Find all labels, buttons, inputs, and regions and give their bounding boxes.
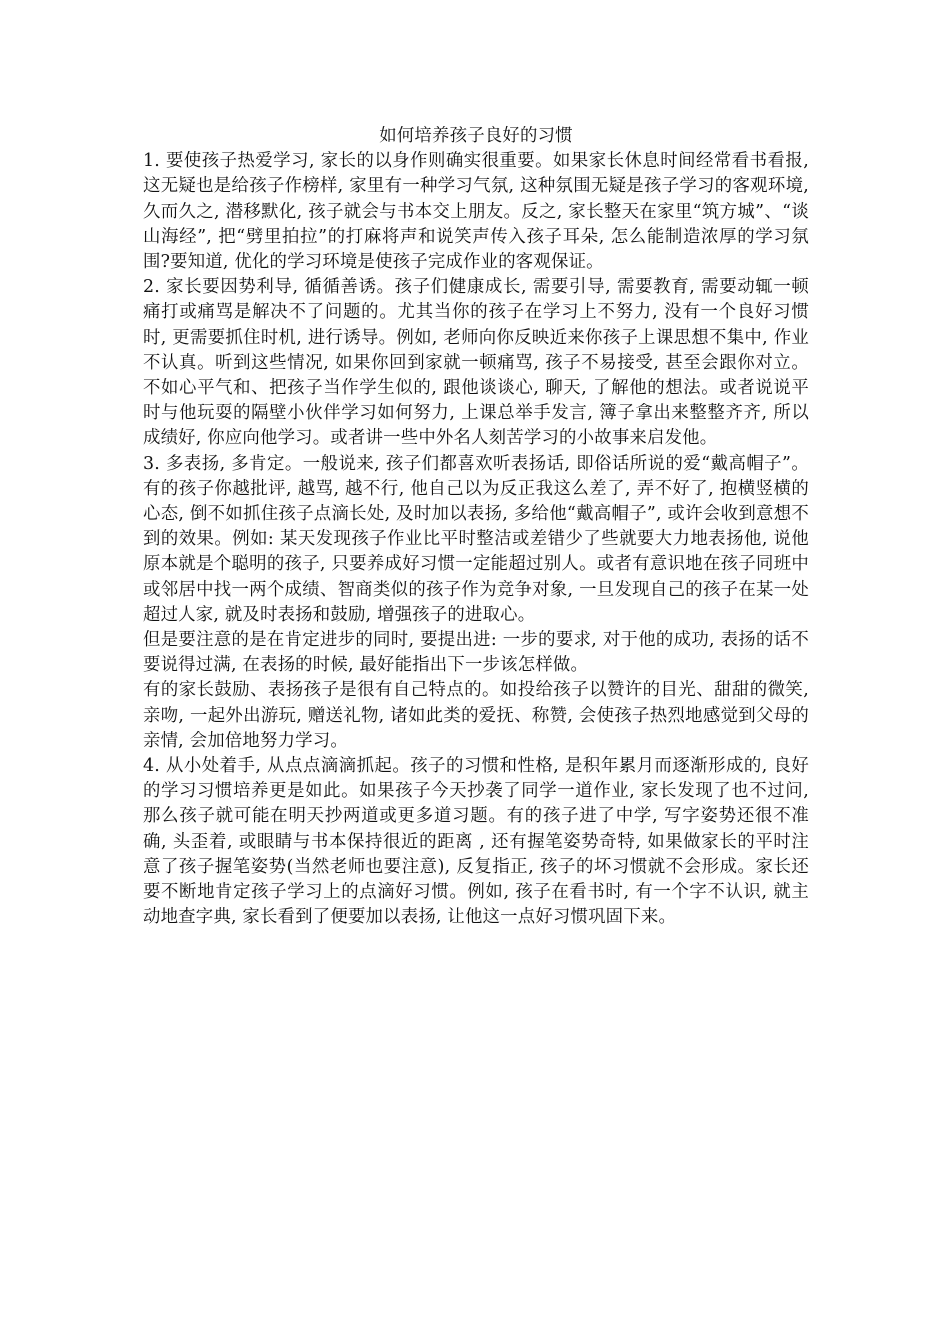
paragraph-3: 3. 多表扬, 多肯定。一般说来, 孩子们都喜欢听表扬话, 即俗话所说的爱“戴高帽子”。有的孩子你越批评, 越骂, 越不行, 他自己以为反正我这么差了, 弄不好了, 抱横竖横的心态, 倒不如抓住孩子点滴长处, 及时加以表扬, 多给他“戴高帽子”, 或许会收到意想不到的效果。例如: 某天发现孩子作业比平时整洁或差错少了些就要大力地表扬他, 说他原本就是个聪明的孩子, 只要养成好习惯一定能超过别人。或者有意识地在孩子同班中或邻居中找一两个成绩、智商类似的孩子作为竞争对象, 一旦发现自己的孩子在某一处超过人家, 就及时表扬和鼓励, 增强孩子的进取心。 <box>143 453 809 625</box>
paragraph-5: 有的家长鼓励、表扬孩子是很有自己特点的。如投给孩子以赞许的目光、甜甜的微笑, 亲吻, 一起外出游玩, 赠送礼物, 诸如此类的爱抚、称赞, 会使孩子热烈地感觉到父母的亲情, 会加倍地努力学习。 <box>143 680 809 751</box>
document-page <box>143 124 809 931</box>
document-title: 如何培养孩子良好的习惯 <box>379 126 573 146</box>
paragraph-6: 4. 从小处着手, 从点点滴滴抓起。孩子的习惯和性格, 是积年累月而逐渐形成的, 良好的学习习惯培养更是如此。如果孩子今天抄袭了同学一道作业, 家长发现了也不过问, 那么孩子就可能在明天抄两道或更多道习题。有的孩子进了中学, 写字姿势还很不准确, 头歪着, 或眼睛与书本保持很近的距离 , 还有握笔姿势奇特, 如果做家长的平时注意了孩子握笔姿势(当然老师也要注意), 反复指正, 孩子的坏习惯就不会形成。家长还要不断地肯定孩子学习上的点滴好习惯。例如, 孩子在看书时, 有一个字不认识, 就主动地查字典, 家长看到了便要加以表扬, 让他这一点好习惯巩固下来。 <box>143 756 809 928</box>
paragraph-1: 1. 要使孩子热爱学习, 家长的以身作则确实很重要。如果家长休息时间经常看书看报, 这无疑也是给孩子作榜样, 家里有一种学习气氛, 这种氛围无疑是孩子学习的客观环境, 久而久之, 潜移默化, 孩子就会与书本交上朋友。反之, 家长整天在家里“筑方城”、“谈山海经”, 把“劈里拍拉”的打麻将声和说笑声传入孩子耳朵, 怎么能制造浓厚的学习氛围?要知道, 优化的学习环境是使孩子完成作业的客观保证。 <box>143 151 809 273</box>
paragraph-2: 2. 家长要因势利导, 循循善诱。孩子们健康成长, 需要引导, 需要教育, 需要动辄一顿痛打或痛骂是解决不了问题的。尤其当你的孩子在学习上不努力, 没有一个良好习惯时, 更需要抓住时机, 进行诱导。例如, 老师向你反映近来你孩子上课思想不集中, 作业不认真。听到这些情况, 如果你回到家就一顿痛骂, 孩子不易接受, 甚至会跟你对立。不如心平气和、把孩子当作学生似的, 跟他谈谈心, 聊天, 了解他的想法。或者说说平时与他玩耍的隔壁小伙伴学习如何努力, 上课总举手发言, 簿子拿出来整整齐齐, 所以成绩好, 你应向他学习。或者讲一些中外名人刻苦学习的小故事来启发他。 <box>143 277 809 449</box>
paragraph-4: 但是要注意的是在肯定进步的同时, 要提出进: 一步的要求, 对于他的成功, 表扬的话不要说得过满, 在表扬的时候, 最好能指出下一步该怎样做。 <box>143 630 809 676</box>
